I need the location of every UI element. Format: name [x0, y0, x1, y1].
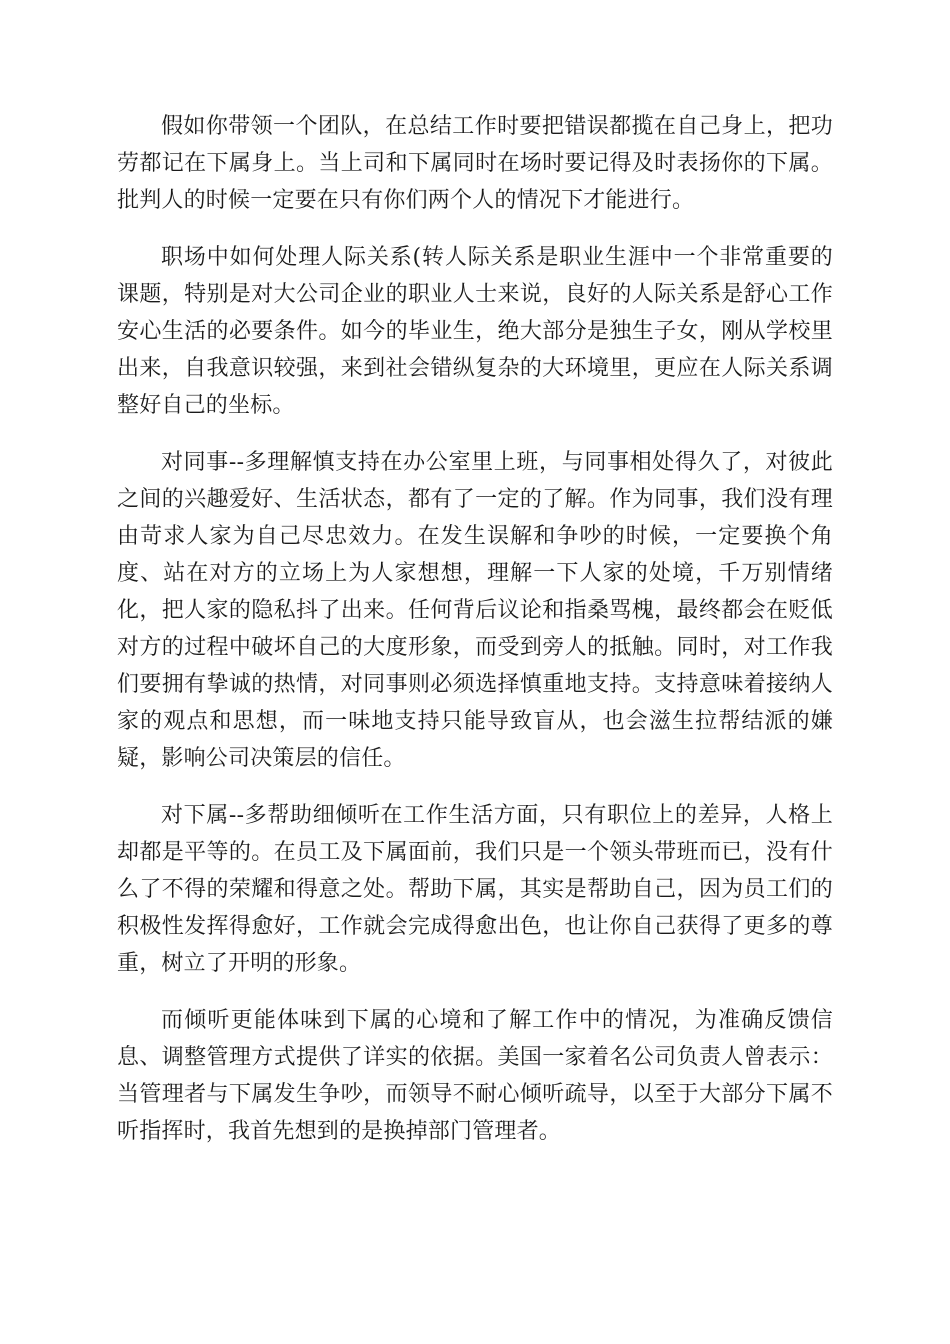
paragraph-listening: 而倾听更能体味到下属的心境和了解工作中的情况，为准确反馈信息、调整管理方式提供了详实的依据。美国一家着名公司负责人曾表示：当管理者与下属发生争吵，而领导不耐心倾听疏导，以至于大部分下属不听指挥时，我首先想到的是换掉部门管理者。 [117, 1008, 833, 1144]
paragraph-team-leadership: 假如你带领一个团队，在总结工作时要把错误都揽在自己身上，把功劳都记在下属身上。当上司和下属同时在场时要记得及时表扬你的下属。批判人的时候一定要在只有你们两个人的情况下才能进行。 [117, 114, 833, 213]
document-body [117, 108, 833, 1170]
paragraph-workplace-relations: 职场中如何处理人际关系(转人际关系是职业生涯中一个非常重要的课题，特别是对大公司企业的职业人士来说，良好的人际关系是舒心工作安心生活的必要条件。如今的毕业生，绝大部分是独生子女，刚从学校里出来，自我意识较强，来到社会错纵复杂的大环境里，更应在人际关系调整好自己的坐标。 [117, 245, 833, 418]
paragraph-subordinates: 对下属--多帮助细倾听在工作生活方面，只有职位上的差异，人格上却都是平等的。在员工及下属面前，我们只是一个领头带班而已，没有什么了不得的荣耀和得意之处。帮助下属，其实是帮助自己，因为员工们的积极性发挥得愈好，工作就会完成得愈出色，也让你自己获得了更多的尊重，树立了开明的形象。 [117, 803, 833, 976]
paragraph-colleagues: 对同事--多理解慎支持在办公室里上班，与同事相处得久了，对彼此之间的兴趣爱好、生活状态，都有了一定的了解。作为同事，我们没有理由苛求人家为自己尽忠效力。在发生误解和争吵的时候，一定要换个角度、站在对方的立场上为人家想想，理解一下人家的处境，千万别情绪化，把人家的隐私抖了出来。任何背后议论和指桑骂槐，最终都会在贬低对方的过程中破坏自己的大度形象，而受到旁人的抵触。同时，对工作我们要拥有挚诚的热情，对同事则必须选择慎重地支持。支持意味着接纳人家的观点和思想，而一味地支持只能导致盲从，也会滋生拉帮结派的嫌疑，影响公司决策层的信任。 [117, 450, 833, 771]
